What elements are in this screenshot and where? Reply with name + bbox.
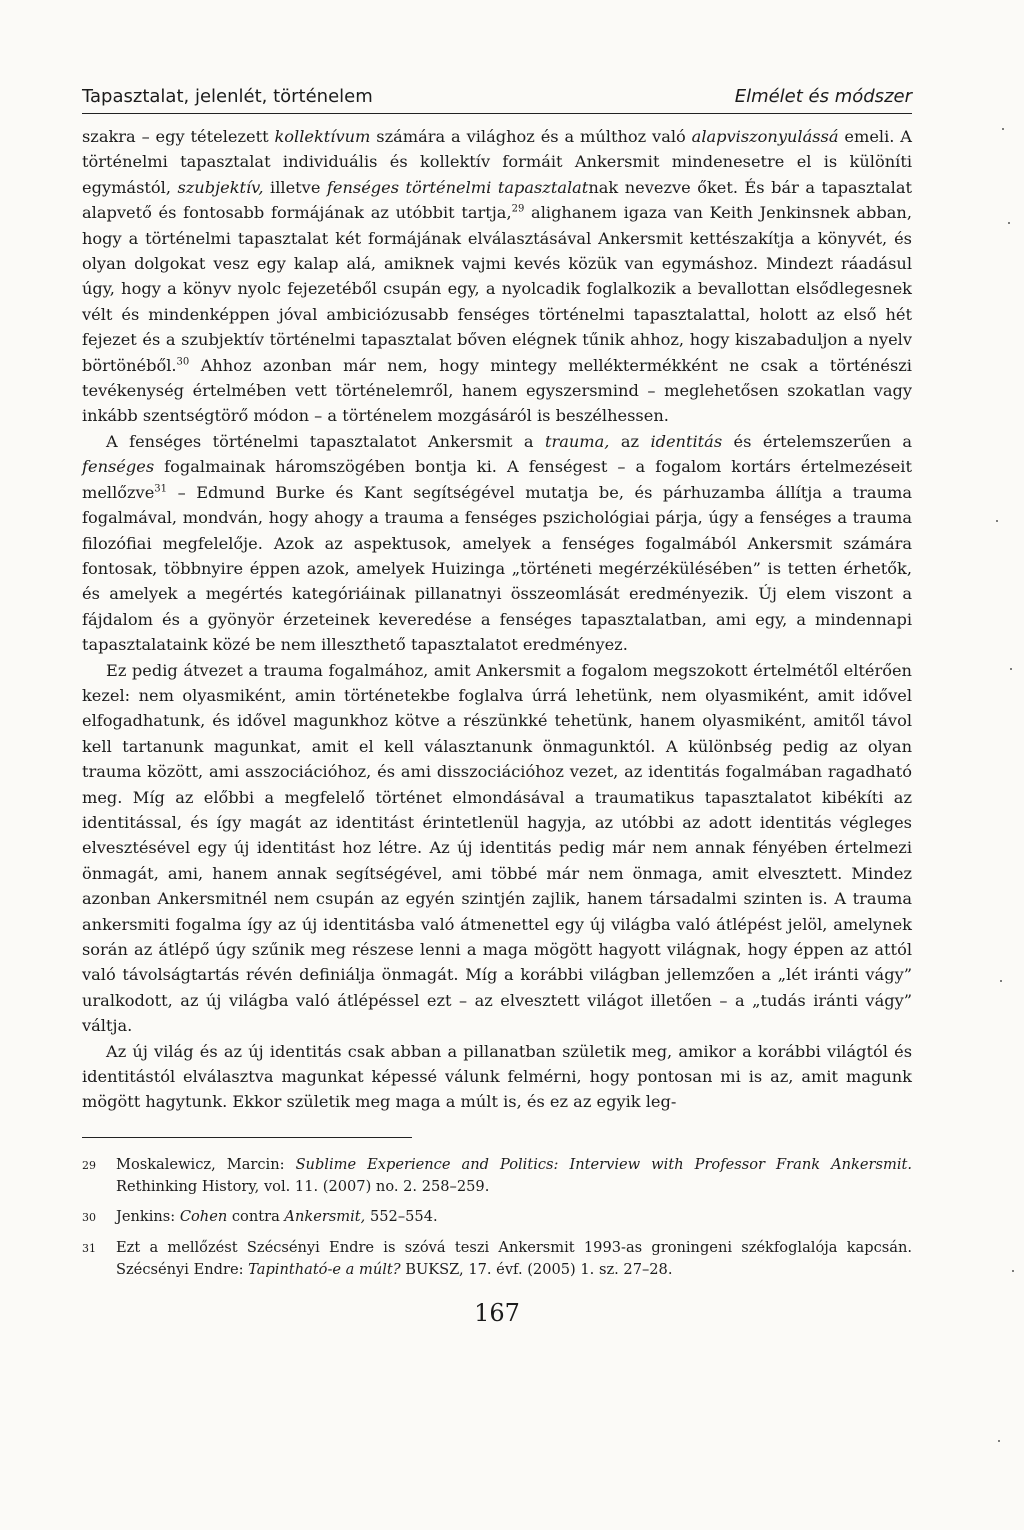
text-run: szakra – egy tételezett (82, 127, 275, 146)
paragraph-4: Az új világ és az új identitás csak abban a pillanatban születik meg, amikor a korábbi világtól és identitástól elválasztva magunkat képessé válunk felmérni, hogy pontosan mi is az, amit magunk mögött hagytunk. Ekkor születik meg maga a múlt is, és ez az egyik leg- (82, 1041, 912, 1112)
text-run: Jenkins: (116, 1207, 180, 1225)
italic-run: szubjektív, (177, 177, 264, 197)
italic-run: kollektívum (274, 127, 371, 146)
text-run: BUKSZ, 17. évf. (2005) 1. sz. 27–28. (400, 1260, 673, 1278)
text-run: contra (227, 1207, 285, 1225)
footnote-ref-31[interactable]: 31 (154, 483, 168, 495)
text-run: A fenséges történelmi tapasztalatot Ankersmit a (106, 431, 545, 451)
scan-speck (1000, 980, 1002, 982)
scan-speck (1008, 222, 1010, 224)
document-page (82, 86, 912, 1327)
footnote-30 (82, 1206, 912, 1229)
footnote-text (116, 1206, 912, 1229)
text-run: illetve (263, 177, 327, 197)
italic-run: fenséges történelmi tapasztalat (326, 177, 589, 197)
italic-run: Sublime Experience and Politics: Interview with Professor Frank Ankersmit. (295, 1155, 912, 1173)
footnote-text (116, 1154, 912, 1198)
italic-run: Cohen (179, 1207, 228, 1225)
text-run: Rethinking History, vol. 11. (2007) no. 2. 258–259. (116, 1177, 490, 1195)
italic-run: trauma, (544, 431, 610, 451)
scan-speck (1010, 668, 1012, 670)
paragraph-1 (82, 124, 912, 429)
text-run: Ahhoz azonban már nem, hogy mintegy melléktermékként ne csak a történészi tevékenység értelmében vett történelemről, hanem egyszersmind – meglehetősen szokatlan vagy inkább szentségtörő módon – a történelem mozgásáról is beszélhessen. (82, 355, 912, 426)
footnote-number: 31 (82, 1241, 96, 1255)
text-run: nak nevezve őket. És bár a tapasztalat alapvető és fontosabb formájának az utóbbit tartja, (82, 177, 912, 223)
footnote-number: 29 (82, 1158, 96, 1172)
footnote-number: 30 (82, 1210, 96, 1224)
text-run: és értelemszerűen a (722, 431, 912, 451)
footnote-ref-29[interactable]: 29 (511, 203, 525, 215)
paragraph-3: Ez pedig átvezet a trauma fogalmához, amit Ankersmit a fogalom megszokott értelmétől eltérően kezel: nem olyasmiként, amin történetekbe foglalva úrrá lehetünk, nem olyasmiként, amit idővel elfogadhatunk, és idővel magunkhoz kötve a részünkké tehetünk, hanem olyasmiként, amitől távol kell tartanunk magunkat, amit el kell választanunk önmagunktól. A különbség pedig az olyan trauma között, ami asszociációhoz, és ami disszociációhoz vezet, az identitás fogalmában ragadható meg. Míg az előbbi a megfelelő történet elmondásával a traumatikus tapasztalatot kibékíti az identitással, és így magát az identitást érintetlenül hagyja, az utóbbi az adott identitás végleges elvesztésével egy új identitást hoz létre. Az új identitás pedig már nem annak fényében értelmezi önmagát, ami, hanem annak segítségével, ami többé már nem önmaga, amit elvesztett. Mindez azonban Ankersmitnél nem csupán az egyén szintjén zajlik, hanem társadalmi szinten is. A trauma ankersmiti fogalma így az új identitásba való átmenettel egy új világba való átlépést jelöl, amelynek során az átlépő úgy szűnik meg részese lenni a maga mögött hagyott világnak, hogy éppen az attól való távolságtartás révén definiálja önmagát. Míg a korábbi világban jellemzően a „lét iránti vágy” uralkodott, az új világba való átlépéssel ezt – az elvesztett világot illetően – a „tudás iránti vágy” váltja. (82, 660, 912, 1036)
text-run: – Edmund Burke és Kant segítségével mutatja be, és párhuzamba állítja a trauma fogalmával, mondván, hogy ahogy a trauma a fenséges pszichológiai párja, úgy a fenséges a trauma filozófiai megfelelője. Azok az aspektusok, amelyek a fenséges fogalmából Ankersmit számára fontosak, többnyire éppen azok, amelyek Huizinga „történeti megérzékülésében” is tetten érhetők, és amelyek a megértés kategóriáinak pillanatnyi összeomlását eredményezik. Új elem viszont a fájdalom és a gyönyör érzeteinek keveredése a fenséges tapasztalatban, ami egy, a mindennapi tapasztalataink közé be nem illeszthető tapasztalatot eredményez. (82, 482, 912, 655)
italic-run: identitás (650, 431, 723, 451)
scan-speck (998, 1440, 1000, 1442)
italic-run: fenséges (82, 457, 155, 477)
scan-speck (1012, 1270, 1014, 1272)
italic-run: Tapintható-e a múlt? (248, 1260, 401, 1278)
italic-run: Ankersmit, (284, 1207, 366, 1225)
text-run: Moskalewicz, Marcin: (116, 1155, 296, 1173)
footnote-ref-30[interactable]: 30 (176, 356, 190, 368)
text-run: 552–554. (365, 1207, 438, 1225)
body-text (82, 124, 912, 1115)
text-run: emeli. A történelmi tapasztalat individuális és kollektív formáit Ankersmit mindenesetre el is különíti egymástól, (82, 127, 912, 197)
scan-speck (1002, 128, 1004, 130)
text-run: számára a világhoz és a múlthoz való (370, 127, 692, 146)
text-run: alighanem igaza van Keith Jenkinsnek abban, hogy a történelmi tapasztalat két formájának elválasztásával Ankersmit kettészakítja a könyvét, és olyan dolgokat vesz egy kalap alá, amiknek vajmi kevés közük van egymáshoz. Mindezt ráadásul úgy, hogy a könyv nyolc fejezetéből csupán egy, a nyolcadik foglalkozik a bevallottan elsődlegesnek vélt és mindenképpen jóval ambiciózusabb fenséges történelmi tapasztalattal, holott az első hét fejezet és a szubjektív történelmi tapasztalat bőven elégnek tűnik ahhoz, hogy kiszabaduljon a nyelv börtönéből. (82, 203, 912, 375)
text-run: fogalmainak háromszögében bontja ki. A fenségest – a fogalom kortárs értelmezéseit mellőzve (82, 457, 912, 502)
footnote-text (116, 1237, 912, 1281)
header-title: Tapasztalat, jelenlét, történelem (82, 86, 373, 107)
paragraph-2 (82, 429, 912, 658)
italic-run: alapviszonyulássá (691, 127, 839, 146)
text-run: az (609, 431, 651, 451)
scan-speck (996, 520, 998, 522)
header-section: Elmélet és módszer (734, 86, 912, 107)
running-header (82, 86, 912, 114)
text-run: Ezt a mellőzést Szécsényi Endre is szóvá teszi Ankersmit 1993-as groningeni székfoglalója kapcsán. Szécsényi Endre: (116, 1238, 912, 1278)
footnotes (82, 1154, 912, 1281)
footnote-divider (82, 1137, 412, 1138)
page-number: 167 (474, 1298, 520, 1327)
footnote-31 (82, 1237, 912, 1281)
footnote-29 (82, 1154, 912, 1198)
